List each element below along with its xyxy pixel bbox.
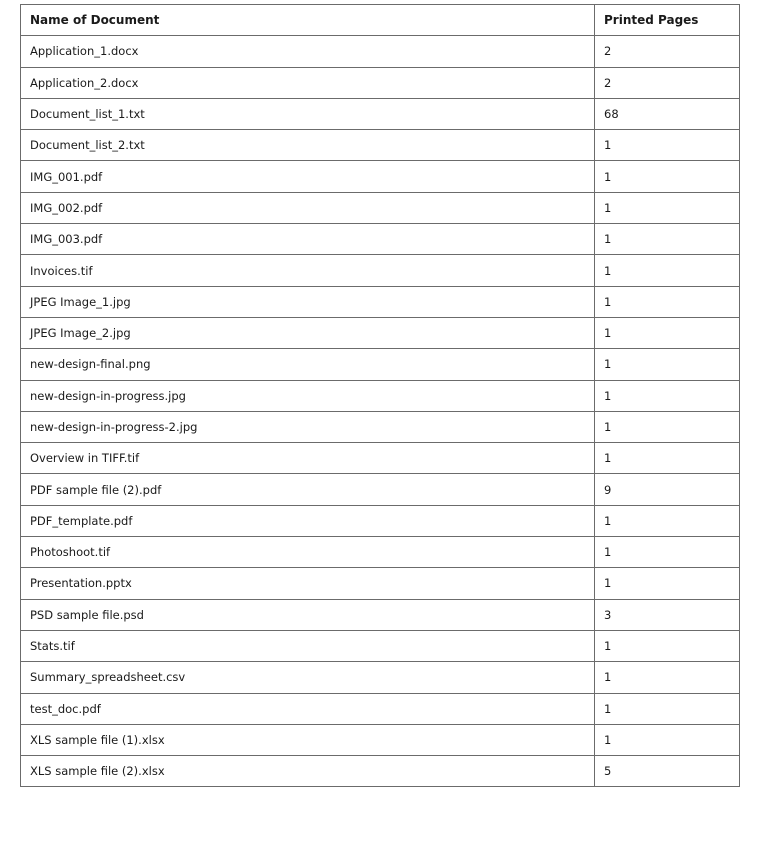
printed-pages-cell: 1 (595, 443, 740, 474)
printed-pages-cell: 1 (595, 161, 740, 192)
printed-pages-cell: 1 (595, 224, 740, 255)
printed-pages-cell: 1 (595, 568, 740, 599)
table-row (21, 161, 740, 192)
table-row (21, 662, 740, 693)
printed-pages-cell: 2 (595, 67, 740, 98)
document-name-cell: PSD sample file.psd (21, 599, 595, 630)
printed-pages-cell: 1 (595, 255, 740, 286)
printed-pages-cell: 2 (595, 36, 740, 67)
printed-pages-cell: 5 (595, 756, 740, 787)
document-name-cell: JPEG Image_2.jpg (21, 317, 595, 348)
document-name-cell: Photoshoot.tif (21, 537, 595, 568)
table-row (21, 380, 740, 411)
table-row (21, 130, 740, 161)
document-name-cell: PDF_template.pdf (21, 505, 595, 536)
document-name-cell: Invoices.tif (21, 255, 595, 286)
table-row (21, 756, 740, 787)
table-row (21, 599, 740, 630)
printed-pages-cell: 1 (595, 630, 740, 661)
table-row (21, 505, 740, 536)
document-name-cell: Overview in TIFF.tif (21, 443, 595, 474)
table-row (21, 317, 740, 348)
printed-pages-cell: 1 (595, 380, 740, 411)
table-row (21, 349, 740, 380)
table-row (21, 98, 740, 129)
printed-pages-cell: 1 (595, 505, 740, 536)
document-name-cell: Stats.tif (21, 630, 595, 661)
table-row (21, 224, 740, 255)
table-row (21, 693, 740, 724)
document-name-cell: IMG_002.pdf (21, 192, 595, 223)
document-name-cell: Application_2.docx (21, 67, 595, 98)
document-name-cell: IMG_003.pdf (21, 224, 595, 255)
printed-pages-cell: 1 (595, 317, 740, 348)
document-name-cell: XLS sample file (2).xlsx (21, 756, 595, 787)
document-name-cell: IMG_001.pdf (21, 161, 595, 192)
document-name-cell: Application_1.docx (21, 36, 595, 67)
table-row (21, 724, 740, 755)
table-row (21, 36, 740, 67)
printed-pages-cell: 1 (595, 693, 740, 724)
document-name-cell: Presentation.pptx (21, 568, 595, 599)
document-name-cell: new-design-in-progress.jpg (21, 380, 595, 411)
table-row (21, 192, 740, 223)
table-row (21, 537, 740, 568)
printed-pages-cell: 1 (595, 537, 740, 568)
header-name-of-document: Name of Document (21, 5, 595, 36)
table-header-row (21, 5, 740, 36)
printed-pages-cell: 1 (595, 130, 740, 161)
document-name-cell: JPEG Image_1.jpg (21, 286, 595, 317)
printed-pages-cell: 3 (595, 599, 740, 630)
printed-pages-cell: 68 (595, 98, 740, 129)
document-name-cell: test_doc.pdf (21, 693, 595, 724)
document-name-cell: new-design-in-progress-2.jpg (21, 411, 595, 442)
printed-pages-cell: 1 (595, 286, 740, 317)
document-name-cell: PDF sample file (2).pdf (21, 474, 595, 505)
table-row (21, 630, 740, 661)
table-row (21, 443, 740, 474)
document-pages-table (20, 4, 740, 787)
table-row (21, 255, 740, 286)
table-row (21, 474, 740, 505)
document-name-cell: Document_list_2.txt (21, 130, 595, 161)
document-name-cell: new-design-final.png (21, 349, 595, 380)
printed-pages-cell: 1 (595, 349, 740, 380)
printed-pages-cell: 1 (595, 411, 740, 442)
document-name-cell: XLS sample file (1).xlsx (21, 724, 595, 755)
document-name-cell: Document_list_1.txt (21, 98, 595, 129)
table-body (21, 36, 740, 787)
document-name-cell: Summary_spreadsheet.csv (21, 662, 595, 693)
table-row (21, 286, 740, 317)
table-row (21, 411, 740, 442)
printed-pages-cell: 9 (595, 474, 740, 505)
printed-pages-cell: 1 (595, 662, 740, 693)
header-printed-pages: Printed Pages (595, 5, 740, 36)
table-row (21, 67, 740, 98)
printed-pages-cell: 1 (595, 724, 740, 755)
printed-pages-cell: 1 (595, 192, 740, 223)
table-row (21, 568, 740, 599)
